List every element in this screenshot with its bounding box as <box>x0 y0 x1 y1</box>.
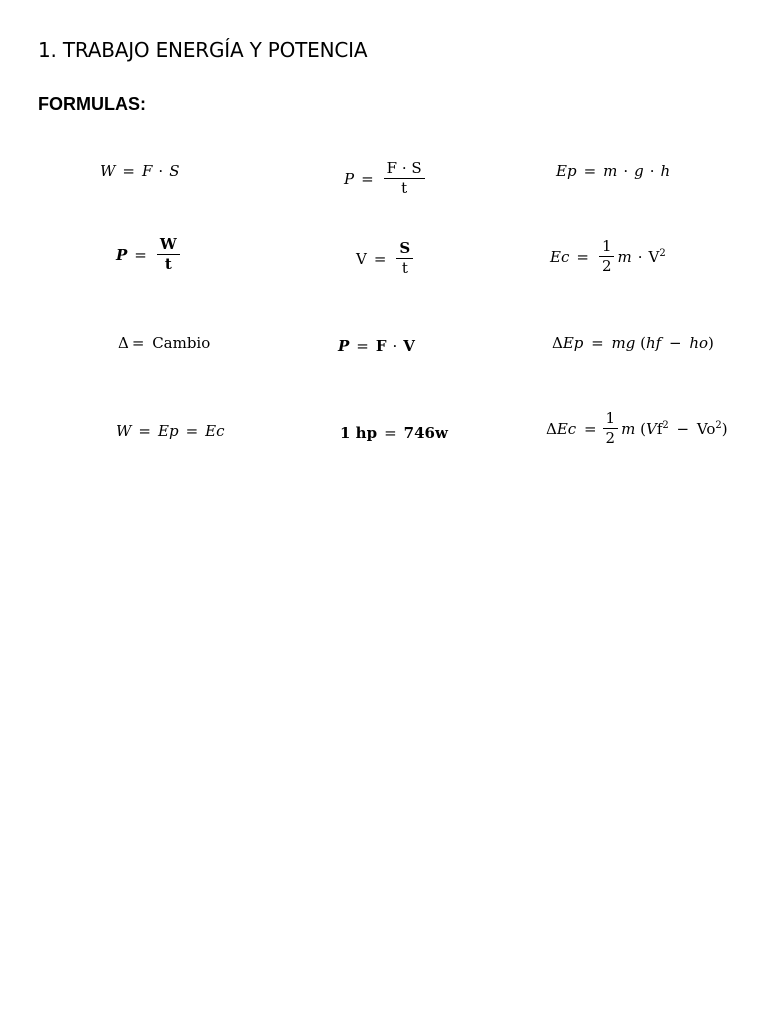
formula-power-force-velocity: P = F · V <box>338 337 415 355</box>
formula-power-work-time: P = $\frac{W}{t}$ <box>116 236 183 274</box>
formula-work: W = F · S <box>100 162 180 180</box>
formula-delta-potential-energy: Δ Ep = mg ( hf − ho ) <box>552 334 714 352</box>
formula-horsepower: 1 hp = 746w <box>340 424 448 442</box>
formula-delta-definition: Δ = Cambio <box>118 334 211 352</box>
formula-work-energy-equivalence: W = Ep = Ec <box>116 422 225 440</box>
formula-kinetic-energy: Ec = $\frac{1}{2}$ m · $V^2$ <box>550 237 666 276</box>
formula-power-force-distance: P = $\frac{F \cdot S}{t}$ <box>344 160 428 198</box>
page-heading: 1. TRABAJO ENERGÍA Y POTENCIA <box>38 38 368 62</box>
formula-delta-kinetic-energy: Δ Ec = $\frac{1}{2}$ m ( V $f^2$ − Vo$^2$) <box>546 409 728 448</box>
formula-velocity: V = $\frac{S}{t}$ <box>356 240 416 278</box>
formula-potential-energy: Ep = m · g · h <box>556 162 671 180</box>
section-label-formulas: FORMULAS: <box>38 94 146 114</box>
